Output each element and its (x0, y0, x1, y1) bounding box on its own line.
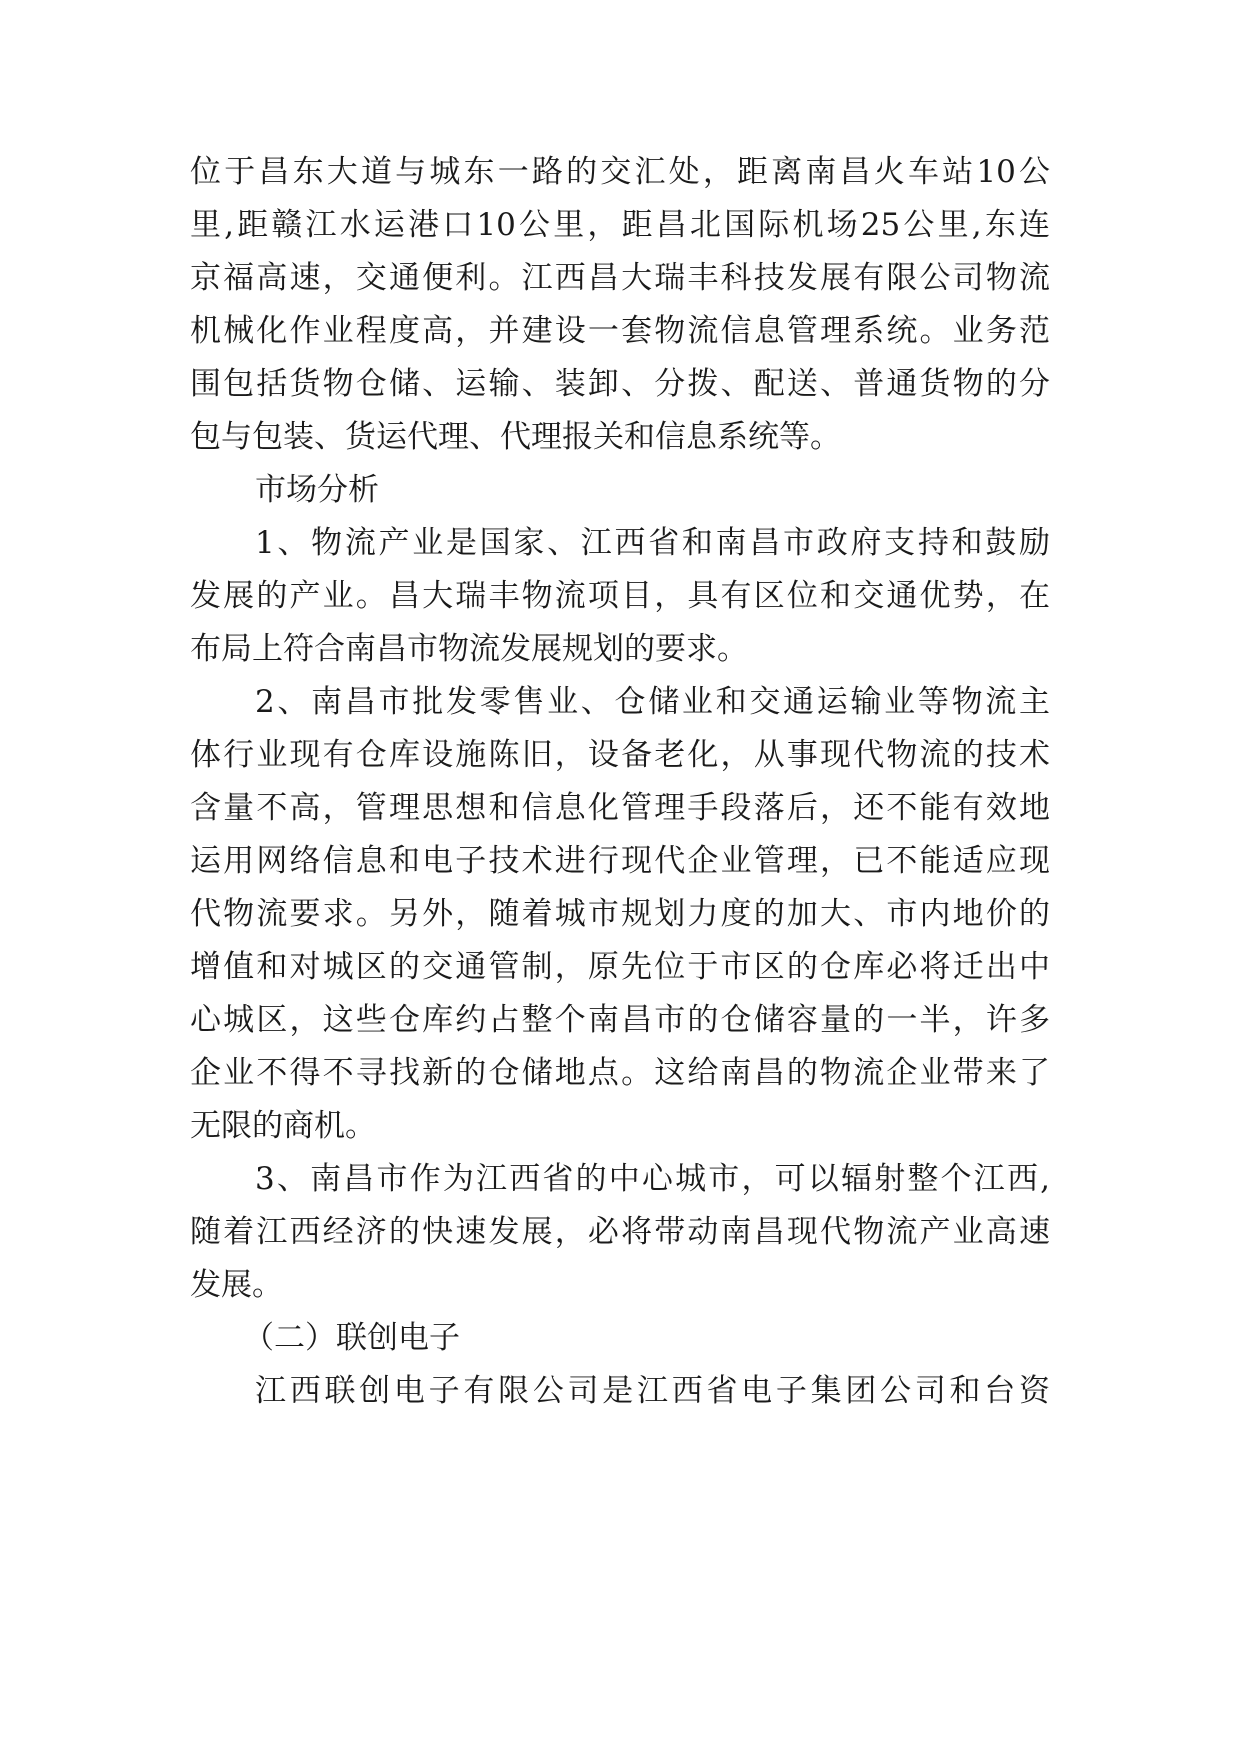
body-text-line: 3、南昌市作为江西省的中心城市，可以辐射整个江西, (255, 1161, 1050, 1197)
body-text-line: 体行业现有仓库设施陈旧，设备老化，从事现代物流的技术 (190, 737, 1050, 773)
body-text-line: 2、南昌市批发零售业、仓储业和交通运输业等物流主 (255, 684, 1050, 720)
body-text-line: 1、物流产业是国家、江西省和南昌市政府支持和鼓励 (255, 525, 1050, 561)
body-text-line: 代物流要求。另外，随着城市规划力度的加大、市内地价的 (190, 896, 1050, 932)
body-text-line: 心城区，这些仓库约占整个南昌市的仓储容量的一半，许多 (190, 1002, 1050, 1038)
body-text-line: 无限的商机。 (190, 1108, 376, 1144)
body-text-line: 里,距赣江水运港口10公里，距昌北国际机场25公里,东连 (190, 207, 1050, 243)
body-text-line: 发展。 (190, 1267, 283, 1303)
body-text-line: 随着江西经济的快速发展，必将带动南昌现代物流产业高速 (190, 1214, 1050, 1250)
body-text-line: 围包括货物仓储、运输、装卸、分拨、配送、普通货物的分 (190, 366, 1050, 402)
body-text-line: 机械化作业程度高，并建设一套物流信息管理系统。业务范 (190, 313, 1050, 349)
section-heading: 市场分析 (255, 472, 379, 508)
body-text-line: 江西联创电子有限公司是江西省电子集团公司和台资 (255, 1373, 1050, 1409)
body-text-line: 含量不高，管理思想和信息化管理手段落后，还不能有效地 (190, 790, 1050, 826)
body-text-line: 增值和对城区的交通管制，原先位于市区的仓库必将迁出中 (190, 949, 1050, 985)
body-text-line: 企业不得不寻找新的仓储地点。这给南昌的物流企业带来了 (190, 1055, 1050, 1091)
body-text-line: 包与包装、货运代理、代理报关和信息系统等。 (190, 419, 841, 455)
body-text-line: 运用网络信息和电子技术进行现代企业管理，已不能适应现 (190, 843, 1050, 879)
body-text-line: 京福高速，交通便利。江西昌大瑞丰科技发展有限公司物流 (190, 260, 1050, 296)
body-text-line: 发展的产业。昌大瑞丰物流项目，具有区位和交通优势，在 (190, 578, 1050, 614)
section-heading: （二）联创电子 (243, 1320, 460, 1356)
body-text-line: 布局上符合南昌市物流发展规划的要求。 (190, 631, 748, 667)
body-text-line: 位于昌东大道与城东一路的交汇处，距离南昌火车站10公 (190, 154, 1050, 190)
